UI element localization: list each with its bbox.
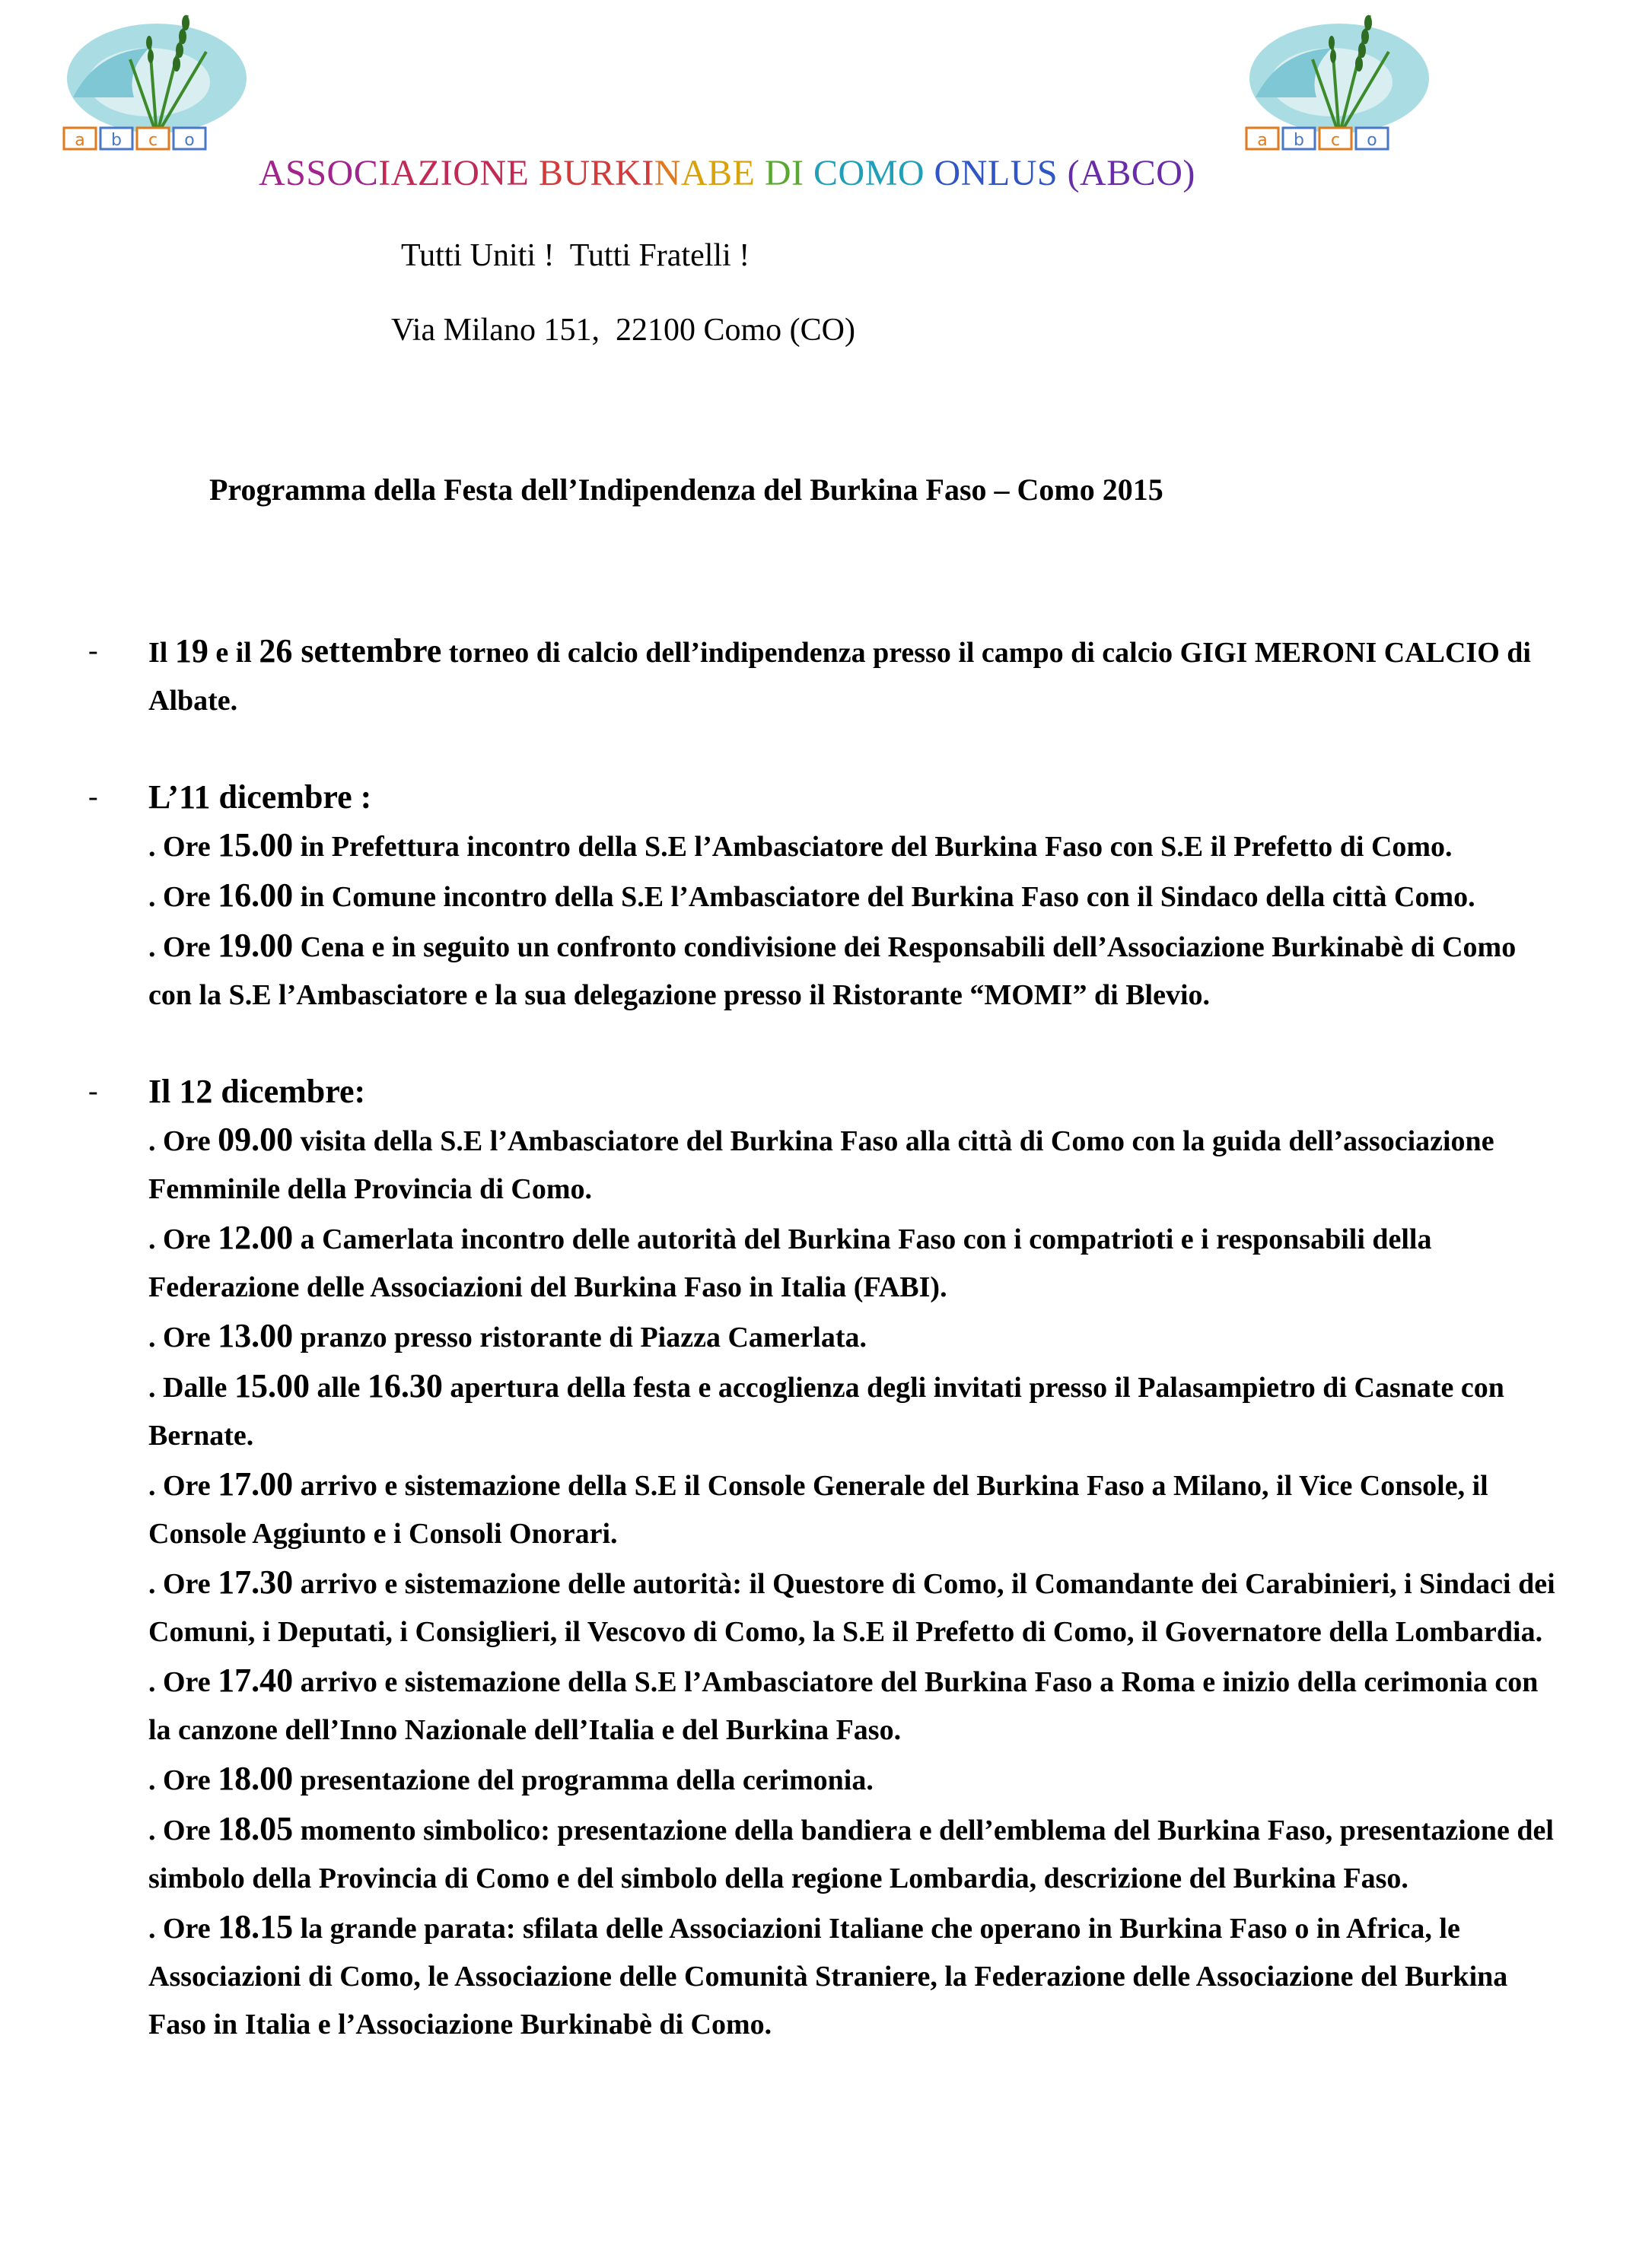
bullet-dash: -	[88, 1075, 98, 1107]
schedule-entry	[148, 1656, 1564, 1754]
entry-time: 18.05	[218, 1810, 294, 1847]
entry-text: alle	[309, 1372, 368, 1404]
entry-text: apertura della festa e accoglienza degli invitati presso il Palasampietro di Casnate con Bernate.	[148, 1372, 1504, 1452]
entry-text: . Dalle	[148, 1372, 234, 1404]
schedule-entry	[148, 1214, 1564, 1312]
day-heading: L’11 dicembre :	[148, 778, 372, 816]
org-title-part: N	[654, 153, 681, 193]
entry-text: a Camerlata incontro delle autorità del Burkina Faso con i compatrioti e i responsabili della Federazione delle Associazioni del Burkina Faso in Italia (FABI).	[148, 1223, 1432, 1303]
entry-text: in Prefettura incontro della S.E l’Ambasciatore del Burkina Faso con S.E il Prefetto di Como.	[293, 831, 1453, 863]
schedule-entry	[148, 1558, 1564, 1656]
entry-text: la grande parata: sfilata delle Associazioni Italiane che operano in Burkina Faso o in Africa, le Associazioni di Como, le Associazione delle Comunità Straniere, la Federazione delle Associazione del Burkina Faso in Italia e l’Associazione Burkinabè di Como.	[148, 1913, 1508, 2041]
entry-time: 16.30	[367, 1367, 443, 1404]
program-item-football	[0, 627, 1564, 725]
schedule-entry	[148, 1312, 1564, 1362]
entry-time: 17.30	[218, 1563, 294, 1601]
program-item-12-december	[0, 1067, 1564, 2049]
bullet-dash: -	[88, 635, 98, 666]
entry-text: . Ore	[148, 1666, 218, 1698]
item-text: torneo di calcio dell’indipendenza presso il campo di calcio GIGI MERONI CALCIO di Albate.	[148, 637, 1531, 717]
entry-text: Cena e in seguito un confronto condivisione dei Responsabili dell’Associazione Burkinabè di Como con la S.E l’Ambasciatore e la sua delegazione presso il Ristorante “MOMI” di Blevio.	[148, 931, 1517, 1011]
schedule-entry	[148, 871, 1564, 921]
org-title-part: (ABCO)	[1067, 153, 1195, 193]
svg-text:a: a	[75, 131, 85, 150]
svg-text:b: b	[1294, 131, 1304, 150]
item-text: e il	[208, 637, 259, 669]
entry-time: 13.00	[218, 1317, 294, 1354]
program-title: Programma della Festa dell’Indipendenza del Burkina Faso – Como 2015	[209, 472, 1163, 507]
abco-logo-right	[1225, 6, 1435, 155]
svg-text:a: a	[1257, 131, 1268, 150]
schedule-entry	[148, 821, 1564, 871]
address: Via Milano 151, 22100 Como (CO)	[391, 313, 855, 348]
entry-time: 15.00	[218, 826, 294, 864]
svg-text:c: c	[1330, 131, 1341, 150]
entry-text: . Ore	[148, 1764, 218, 1796]
bullet-dash: -	[88, 781, 98, 813]
entry-time: 17.40	[218, 1662, 294, 1699]
program-item-11-december	[0, 773, 1564, 1019]
item-date: 26 settembre	[259, 632, 442, 670]
day-heading: Il 12 dicembre:	[148, 1073, 366, 1110]
entry-text: visita della S.E l’Ambasciatore del Burkina Faso alla città di Como con la guida dell’associazione Femminile della Provincia di Como.	[148, 1125, 1494, 1205]
entry-time: 18.15	[218, 1908, 294, 1945]
org-title-part: ONLUS	[934, 153, 1068, 193]
schedule-entry	[148, 1115, 1564, 1214]
entry-text: . Ore	[148, 1913, 218, 1945]
motto: Tutti Uniti ! Tutti Fratelli !	[401, 238, 750, 273]
entry-text: . Ore	[148, 1568, 218, 1600]
entry-time: 15.00	[234, 1367, 310, 1404]
org-title-part: BURKI	[538, 153, 654, 193]
entry-text: momento simbolico: presentazione della bandiera e dell’emblema del Burkina Faso, presentazione del simbolo della Provincia di Como e del simbolo della regione Lombardia, descrizione del Burkina Faso.	[148, 1815, 1554, 1894]
org-title-part: IAZIONE	[378, 153, 539, 193]
entry-text: in Comune incontro della S.E l’Ambasciatore del Burkina Faso con il Sindaco della città Como.	[293, 881, 1475, 913]
entry-text: . Ore	[148, 1125, 218, 1157]
schedule-entry	[148, 1754, 1564, 1805]
entry-time: 17.00	[218, 1465, 294, 1503]
schedule-entry	[148, 1460, 1564, 1558]
entry-text: . Ore	[148, 831, 218, 863]
org-title-part: ABE	[680, 153, 765, 193]
entry-time: 16.00	[218, 876, 294, 914]
entry-text: . Ore	[148, 1470, 218, 1502]
org-title-part: COMO	[813, 153, 934, 193]
schedule-entry	[148, 921, 1564, 1019]
item-text: Il	[148, 637, 175, 669]
abco-logo-left	[43, 6, 253, 155]
schedule-entry	[148, 1362, 1564, 1460]
entry-time: 09.00	[218, 1121, 294, 1158]
entry-time: 18.00	[218, 1760, 294, 1797]
svg-text:o: o	[184, 131, 195, 150]
program-list	[0, 627, 1636, 2049]
schedule-entry	[148, 1805, 1564, 1903]
org-title-part: ASSOC	[259, 153, 379, 193]
org-title-part: DI	[764, 153, 814, 193]
entry-text: arrivo e sistemazione delle autorità: il Questore di Como, il Comandante dei Carabinieri, i Sindaci dei Comuni, i Deputati, i Consiglieri, il Vescovo di Como, la S.E il Prefetto di Como, il Governatore della Lombardia.	[148, 1568, 1555, 1648]
entry-text: . Ore	[148, 1815, 218, 1847]
entry-text: arrivo e sistemazione della S.E il Console Generale del Burkina Faso a Milano, il Vice Console, il Console Aggiunto e i Consoli Onorari.	[148, 1470, 1488, 1550]
entry-text: . Ore	[148, 931, 218, 963]
entry-text: . Ore	[148, 881, 218, 913]
entry-text: presentazione del programma della cerimonia.	[293, 1764, 874, 1796]
svg-text:b: b	[111, 131, 122, 150]
entry-time: 12.00	[218, 1219, 294, 1256]
entry-time: 19.00	[218, 927, 294, 964]
entry-text: arrivo e sistemazione della S.E l’Ambasciatore del Burkina Faso a Roma e inizio della cerimonia con la canzone dell’Inno Nazionale dell’Italia e del Burkina Faso.	[148, 1666, 1539, 1746]
item-date: 19	[174, 632, 208, 670]
svg-text:o: o	[1367, 131, 1377, 150]
entry-text: . Ore	[148, 1223, 218, 1255]
entry-text: pranzo presso ristorante di Piazza Camerlata.	[293, 1322, 867, 1353]
schedule-entry	[148, 1903, 1564, 2049]
entry-text: . Ore	[148, 1322, 218, 1353]
organization-title	[259, 152, 1195, 194]
svg-text:c: c	[148, 131, 158, 150]
